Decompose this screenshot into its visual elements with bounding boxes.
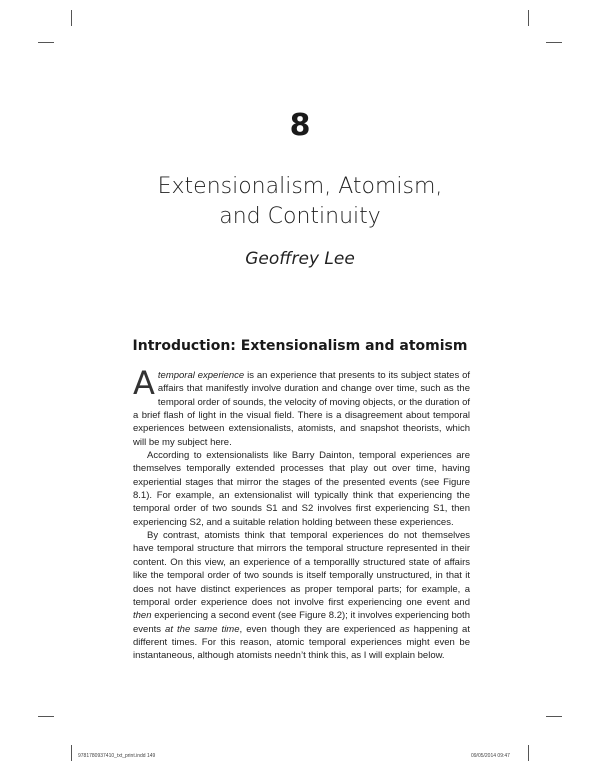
chapter-title-line-1: Extensionalism, Atomism, xyxy=(157,174,443,199)
paragraph-3-emphasis-same-time: at the same time xyxy=(165,623,240,635)
paragraph-3-text-d: happening at different times. For this reason, atomic temporal experiences might even be instantaneous, although atomists needn’t think this, as I will explain below. xyxy=(133,623,470,662)
footer-datetime: 09/05/2014 09:47 xyxy=(471,753,510,759)
chapter-title-line-2: and Continuity xyxy=(219,204,381,229)
paragraph-1 xyxy=(133,364,471,449)
footer-file-info: 9781780937410_txt_print.indd 149 xyxy=(78,753,156,759)
body-text xyxy=(133,364,471,663)
crop-mark-top-left xyxy=(71,10,72,26)
section-heading: Introduction: Extensionalism and atomism xyxy=(132,338,468,354)
paragraph-3-text-b: experiencing a second event (see Figure 8.2); it involves experiencing both events xyxy=(133,610,470,635)
chapter-title xyxy=(0,172,600,232)
paragraph-3-emphasis-as: as xyxy=(399,623,410,635)
crop-mark-top-right-horizontal xyxy=(546,42,562,43)
crop-mark-bottom-left xyxy=(71,745,72,761)
paragraph-3-text-c: , even though they are experienced xyxy=(239,623,400,635)
drop-cap: A xyxy=(133,364,155,402)
crop-mark-top-left-horizontal xyxy=(38,42,54,43)
crop-mark-bottom-right-horizontal xyxy=(546,716,562,717)
paragraph-2: According to extensionalists like Barry Dainton, temporal experiences are themselves temporally extended processes that play out over time, having experiential stages that mirror the stages of the presented events (see Figure 8.1). For example, an extensionalist will typically think that experiencing the temporal order of two sounds S1 and S2 involves first experiencing S1, then experiencing S2, and a suitable relation holding between these experiences. xyxy=(133,450,470,528)
crop-mark-bottom-right xyxy=(528,745,529,761)
paragraph-1-emphasis: temporal experience xyxy=(157,370,245,381)
paragraph-3-emphasis-then: then xyxy=(133,610,152,622)
crop-mark-bottom-left-horizontal xyxy=(38,716,54,717)
chapter-author: Geoffrey Lee xyxy=(245,249,355,269)
crop-mark-top-right xyxy=(528,10,529,26)
paragraph-1-text-b: is an experience that presents to its subject states of affairs that manifestly involve duration and change over time, such as the temporal order of sounds, the velocity of moving objects, or the duration of a brief flash of light in the visual field. There is a disagreement about temporal experiences between extensionalists, atomists, and snapshot theorists, which will be my subject here. xyxy=(133,370,471,448)
chapter-number: 8 xyxy=(289,108,311,143)
paragraph-3 xyxy=(133,529,470,662)
paragraph-3-text-a: By contrast, atomists think that temporal experiences do not themselves have temporal structure that mirrors the temporal structure represented in their content. On this view, an experience of a temporallly structured state of affairs like the temporal order of two sounds is itself temporally unstructured, in that it does not have distinct experiences as proper temporal parts; for example, a temporal order experience does not involve first experiencing one event and xyxy=(133,530,470,608)
